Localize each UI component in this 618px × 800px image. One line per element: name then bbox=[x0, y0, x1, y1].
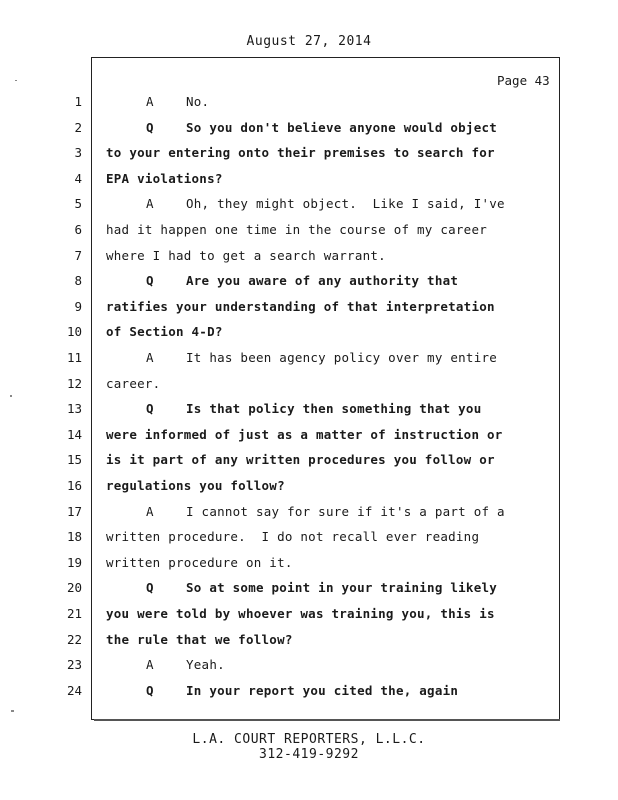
header-date: August 27, 2014 bbox=[246, 34, 372, 49]
speaker-label: Q bbox=[146, 273, 154, 288]
line-number: 22 bbox=[66, 632, 82, 647]
line-number: 23 bbox=[66, 657, 82, 672]
line-number: 24 bbox=[66, 683, 82, 698]
line-text: Oh, they might object. Like I said, I've bbox=[186, 196, 505, 211]
line-number: 16 bbox=[66, 478, 82, 493]
page-number: Page 43 bbox=[497, 73, 550, 88]
line-text: is it part of any written procedures you follow or bbox=[106, 452, 495, 467]
line-text: No. bbox=[186, 94, 210, 109]
speaker-label: A bbox=[146, 504, 154, 519]
line-text: Is that policy then something that you bbox=[186, 401, 482, 416]
line-text: career. bbox=[106, 376, 161, 391]
line-text: where I had to get a search warrant. bbox=[106, 248, 386, 263]
line-text: were informed of just as a matter of instruction or bbox=[106, 427, 503, 442]
line-text: Are you aware of any authority that bbox=[186, 273, 459, 288]
frame-shadow bbox=[94, 719, 560, 721]
line-text: EPA violations? bbox=[106, 171, 223, 186]
line-number: 9 bbox=[74, 299, 82, 314]
speaker-label: A bbox=[146, 350, 154, 365]
line-text: I cannot say for sure if it's a part of a bbox=[186, 504, 505, 519]
line-number: 8 bbox=[74, 273, 82, 288]
speaker-label: Q bbox=[146, 401, 154, 416]
line-text: So at some point in your training likely bbox=[186, 580, 498, 595]
speaker-label: Q bbox=[146, 580, 154, 595]
line-number: 11 bbox=[66, 350, 82, 365]
line-number: 3 bbox=[74, 145, 82, 160]
speaker-label: Q bbox=[146, 120, 154, 135]
line-number: 20 bbox=[66, 580, 82, 595]
line-text: In your report you cited the, again bbox=[186, 683, 459, 698]
scan-speck bbox=[15, 80, 17, 81]
line-number: 17 bbox=[66, 504, 82, 519]
line-text: ratifies your understanding of that interpretation bbox=[106, 299, 495, 314]
line-number: 4 bbox=[74, 171, 82, 186]
line-text: It has been agency policy over my entire bbox=[186, 350, 498, 365]
line-text: to your entering onto their premises to search for bbox=[106, 145, 495, 160]
speaker-label: Q bbox=[146, 683, 154, 698]
footer-phone: 312-419-9292 bbox=[259, 747, 359, 762]
scan-speck bbox=[10, 395, 12, 397]
line-text: the rule that we follow? bbox=[106, 632, 293, 647]
line-number: 5 bbox=[74, 196, 82, 211]
speaker-label: A bbox=[146, 94, 154, 109]
line-text: written procedure on it. bbox=[106, 555, 293, 570]
line-number: 1 bbox=[74, 94, 82, 109]
speaker-label: A bbox=[146, 657, 154, 672]
line-text: regulations you follow? bbox=[106, 478, 285, 493]
scan-speck bbox=[11, 710, 14, 712]
line-number: 15 bbox=[66, 452, 82, 467]
line-text: Yeah. bbox=[186, 657, 225, 672]
line-number: 21 bbox=[66, 606, 82, 621]
line-text: had it happen one time in the course of my career bbox=[106, 222, 488, 237]
footer-company: L.A. COURT REPORTERS, L.L.C. bbox=[192, 732, 426, 747]
speaker-label: A bbox=[146, 196, 154, 211]
line-number: 6 bbox=[74, 222, 82, 237]
line-number: 7 bbox=[74, 248, 82, 263]
line-number: 19 bbox=[66, 555, 82, 570]
line-text: written procedure. I do not recall ever reading bbox=[106, 529, 480, 544]
line-text: of Section 4-D? bbox=[106, 324, 223, 339]
line-number: 14 bbox=[66, 427, 82, 442]
line-text: you were told by whoever was training you, this is bbox=[106, 606, 495, 621]
line-number: 13 bbox=[66, 401, 82, 416]
line-text: So you don't believe anyone would object bbox=[186, 120, 498, 135]
line-number: 10 bbox=[66, 324, 82, 339]
line-number: 2 bbox=[74, 120, 82, 135]
line-number: 18 bbox=[66, 529, 82, 544]
line-number: 12 bbox=[66, 376, 82, 391]
